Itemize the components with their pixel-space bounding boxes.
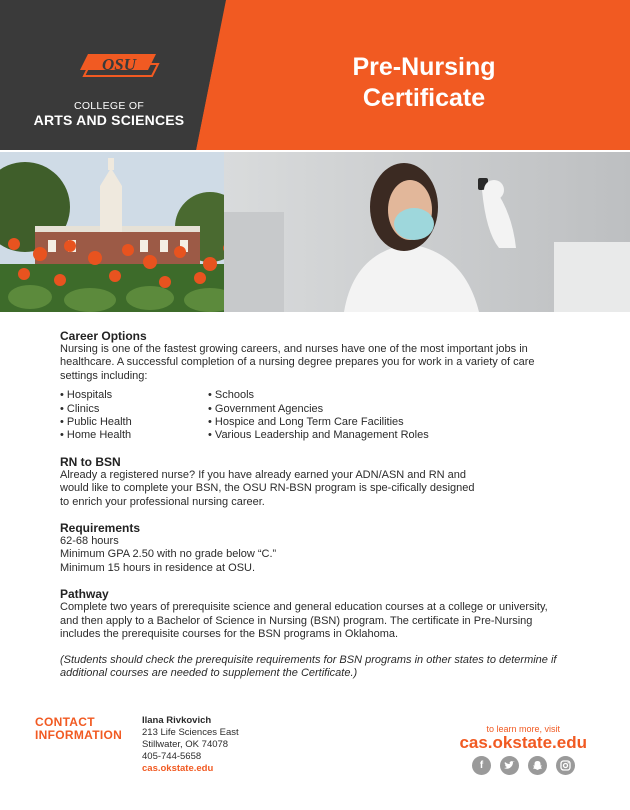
- rn-to-bsn-text: Already a registered nurse? If you have already earned your ADN/ASN and RN and would like to complete your BSN, the OSU RN-BSN program is spe-cifically designed to enrich your professional nursing career.: [60, 468, 475, 508]
- rn-to-bsn-title: RN to BSN: [60, 454, 121, 469]
- social-icons: [472, 756, 575, 775]
- pathway-text: Complete two years of prerequisite science and general education courses at a college or university, and then apply to a Bachelor of Science in Nursing (BSN) program. The certificate in Pre-Nursing includes the prerequisite courses for the BSN programs in Oklahoma.: [60, 601, 548, 641]
- requirements-section: [60, 521, 560, 575]
- career-options-text: Nursing is one of the fastest growing careers, and nurses have one of the most important jobs in healthcare. A successful completion of a nursing degree prepares you for work in a variety of care settings including:: [60, 343, 535, 382]
- contact-label: [35, 716, 122, 742]
- contact-phone: 405-744-5658: [142, 751, 202, 762]
- college-of: COLLEGE OF: [73, 100, 145, 112]
- career-list-col-2: [208, 389, 429, 443]
- campus-photo: [0, 152, 238, 312]
- list-item: • Schools: [208, 389, 429, 402]
- college-name: ARTS AND SCIENCES: [33, 112, 185, 128]
- career-options-section: [60, 329, 560, 443]
- pathway-title: Pathway: [60, 587, 109, 602]
- nurse-photo: [224, 152, 630, 312]
- list-item: • Clinics: [60, 403, 208, 416]
- requirements-title: Requirements: [60, 521, 141, 536]
- footer: [0, 712, 630, 810]
- contact-address-1: 213 Life Sciences East: [142, 727, 239, 738]
- contact-label-line-2: INFORMATION: [35, 728, 123, 742]
- facebook-icon[interactable]: f: [472, 756, 491, 775]
- career-settings-list: [60, 389, 560, 443]
- pathway-section: [60, 587, 560, 680]
- page-title: [218, 52, 630, 114]
- list-item: • Hospice and Long Term Care Facilities: [208, 416, 429, 429]
- requirement-line: Minimum GPA 2.50 with no grade below “C.”: [60, 548, 277, 561]
- osu-logo: [78, 48, 160, 82]
- twitter-icon[interactable]: [500, 756, 519, 775]
- header: [0, 0, 630, 150]
- contact-address-2: Stillwater, OK 74078: [142, 739, 229, 750]
- career-options-title: Career Options: [60, 329, 147, 343]
- site-link[interactable]: cas.okstate.edu: [459, 733, 587, 752]
- rn-to-bsn-section: [60, 455, 560, 509]
- list-item: • Government Agencies: [208, 403, 429, 416]
- list-item: • Various Leadership and Management Roles: [208, 429, 429, 442]
- brand-panel: [0, 0, 218, 150]
- snapchat-icon[interactable]: [528, 756, 547, 775]
- list-item: • Hospitals: [60, 389, 208, 402]
- requirement-line: 62-68 hours: [60, 535, 119, 548]
- title-line-1: Pre-Nursing: [352, 53, 496, 81]
- list-item: • Home Health: [60, 429, 208, 442]
- instagram-icon[interactable]: [556, 756, 575, 775]
- contact-label-line-1: CONTACT: [35, 715, 95, 729]
- pathway-note: (Students should check the prerequisite requirements for BSN programs in other states to determine if additional courses are needed to supplement the Certificate.): [60, 653, 557, 679]
- learn-more-text: to learn more, visit: [486, 724, 560, 734]
- career-list-col-1: [60, 389, 208, 443]
- logo-text: OSU: [101, 55, 137, 74]
- list-item: • Public Health: [60, 416, 208, 429]
- title-line-2: Certificate: [362, 84, 486, 112]
- contact-details: [142, 715, 239, 775]
- requirement-line: Minimum 15 hours in residence at OSU.: [60, 561, 256, 574]
- contact-name: Ilana Rivkovich: [142, 715, 212, 726]
- contact-web-link[interactable]: cas.okstate.edu: [142, 763, 214, 774]
- main-content: [60, 329, 560, 680]
